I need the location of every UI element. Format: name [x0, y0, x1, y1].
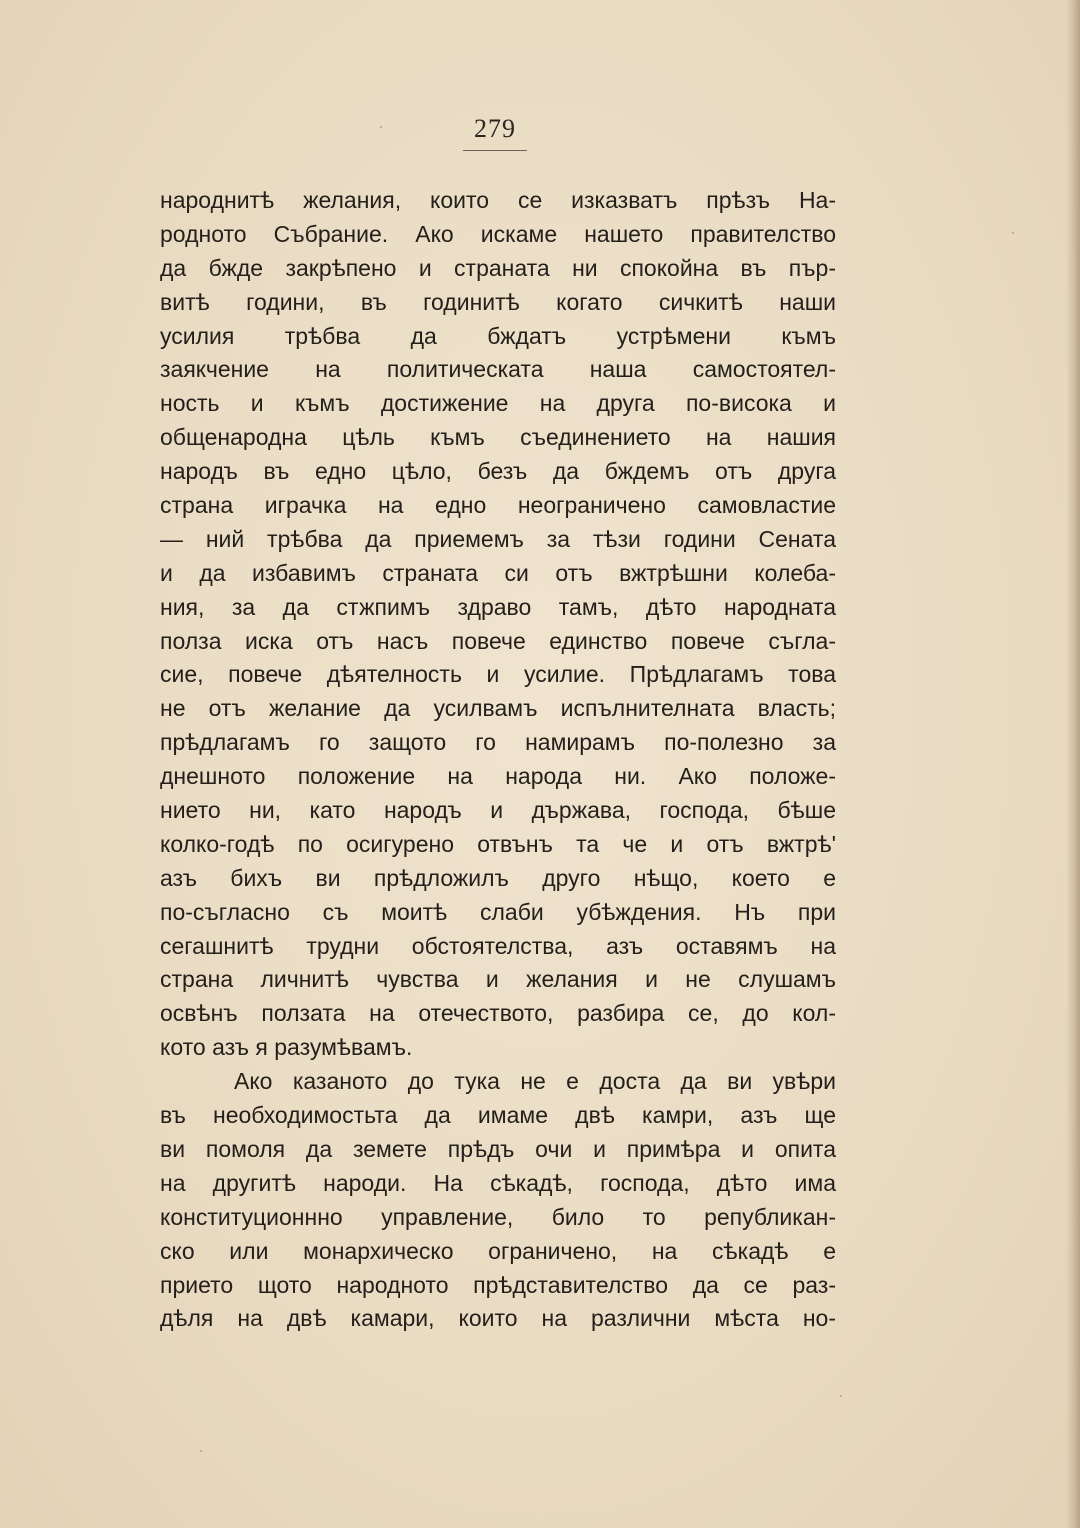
- text-line: ния, за да стжпимъ здраво тамъ, дѣто народната: [160, 593, 836, 620]
- text-line: дѣля на двѣ камари, които на различни мѣста но-: [160, 1305, 836, 1332]
- text-line: усилия трѣбва да бждатъ устрѣмени къмъ: [160, 322, 836, 349]
- text-line: не отъ желание да усилвамъ испълнителната власть;: [160, 695, 836, 722]
- text-line: общенародна цѣль къмъ съединението на нашия: [160, 424, 836, 451]
- text-line: Ако казаното до тука не е доста да ви увѣри: [234, 1068, 836, 1095]
- text-line: витѣ години, въ годинитѣ когато сичкитѣ наши: [160, 288, 836, 315]
- text-line: ви помоля да земете прѣдъ очи и примѣра и опита: [160, 1135, 836, 1162]
- text-line: по-съгласно съ моитѣ слаби убѣждения. Нъ при: [160, 898, 836, 925]
- text-line: на другитѣ народи. На сѣкадѣ, господа, дѣто има: [160, 1169, 836, 1196]
- paper-speck: [200, 1450, 202, 1452]
- text-line: и да избавимъ страната си отъ вжтрѣшни колеба-: [160, 559, 836, 586]
- text-line: прѣдлагамъ го защото го намирамъ по-полезно за: [160, 729, 836, 756]
- paper-speck: [380, 126, 382, 128]
- text-line: народнитѣ желания, които се изказватъ прѣзъ На-: [160, 187, 836, 213]
- text-line: въ необходимостьта да имаме двѣ камри, азъ ще: [160, 1102, 836, 1129]
- text-line: заякчение на политическата наша самостоятел-: [160, 356, 836, 383]
- paper-speck: [1012, 232, 1014, 234]
- text-line: страна играчка на едно неограничено самовластие: [160, 492, 836, 519]
- page-number: 279: [474, 114, 516, 143]
- paper-speck: [840, 1395, 842, 1397]
- text-line: днешното положение на народа ни. Ако положе-: [160, 763, 836, 790]
- text-line: полза иска отъ насъ повече единство повече съгла-: [160, 627, 836, 654]
- text-line: кото азъ я разумѣвамъ.: [160, 1034, 413, 1061]
- text-line: азъ бихъ ви прѣдложилъ друго нѣщо, което е: [160, 864, 836, 891]
- text-line: страна личнитѣ чувства и желания и не слушамъ: [160, 966, 836, 993]
- text-line: родното Събрание. Ако искаме нашето правителство: [160, 220, 836, 247]
- text-line: народъ въ едно цѣло, безъ да бждемъ отъ друга: [160, 458, 836, 485]
- text-line: прието щото народното прѣдставителство да се раз-: [160, 1271, 836, 1298]
- text-line: сие, повече дѣятелность и усилие. Прѣдлагамъ това: [160, 661, 836, 688]
- page-edge-shadow: [1066, 0, 1080, 1528]
- text-line: нието ни, като народъ и държава, господа, бѣше: [160, 797, 836, 824]
- text-line: колко-годѣ по осигурено отвънъ та че и отъ вжтрѣ': [160, 830, 836, 857]
- text-line: — ний трѣбва да приемемъ за тѣзи години Сената: [160, 525, 836, 552]
- body-text: [160, 184, 836, 1336]
- text-line: освѣнъ ползата на отечеството, разбира се, до кол-: [160, 1000, 836, 1027]
- text-line: ность и къмъ достижение на друга по-висока и: [160, 390, 836, 417]
- page-number-rule: [463, 150, 527, 151]
- text-line: сегашнитѣ трудни обстоятелства, азъ оставямъ на: [160, 932, 836, 959]
- text-line: да бжде закрѣпено и страната ни спокойна въ пър-: [160, 254, 836, 281]
- text-line: конституционнно управление, било то републикан-: [160, 1203, 836, 1230]
- text-line: ско или монархическо ограничено, на сѣкадѣ е: [160, 1237, 836, 1264]
